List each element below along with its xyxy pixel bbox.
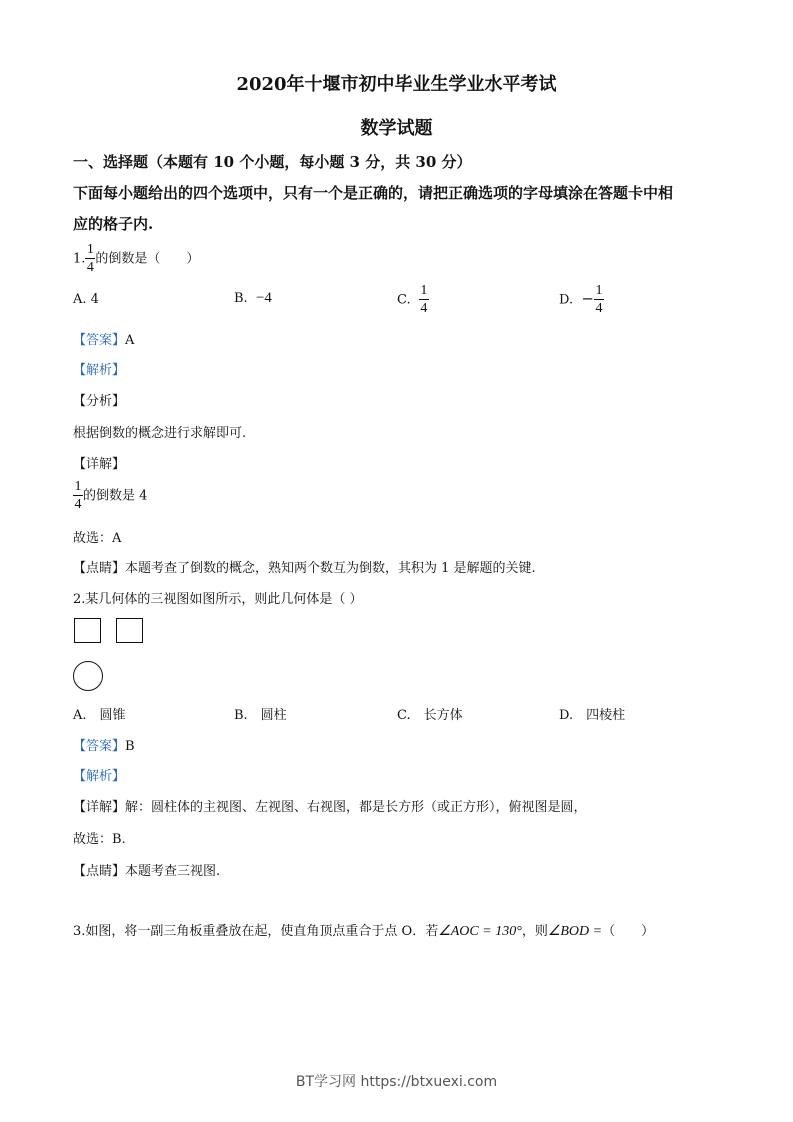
question-2-answer: 【答案】B bbox=[73, 739, 135, 754]
section-heading: 一、选择题（本题有 10 个小题，每小题 3 分，共 30 分） bbox=[73, 153, 472, 171]
question-1-stem bbox=[73, 242, 199, 276]
question-2-stem: 2.某几何体的三视图如图所示，则此几何体是（ ） bbox=[73, 592, 363, 607]
question-1-choice: 故选：A bbox=[73, 531, 122, 546]
question-2-choice: 故选：B. bbox=[73, 832, 126, 847]
question-2-option-b: B. 圆柱 bbox=[234, 708, 287, 723]
question-1-xiangjie-tag: 【详解】 bbox=[73, 457, 126, 472]
question-1-analysis-tag: 【解析】 bbox=[73, 363, 126, 378]
exam-title: 2020年十堰市初中毕业生学业水平考试 bbox=[236, 74, 557, 95]
question-1-dianjing: 【点睛】本题考查了倒数的概念，熟知两个数互为倒数，其积为 1 是解题的关键. bbox=[73, 561, 536, 576]
page-footer-watermark: BT学习网 https://btxuexi.com bbox=[295, 1074, 498, 1090]
question-1-fenxi-text: 根据倒数的概念进行求解即可. bbox=[73, 426, 247, 441]
section-instruction-2: 应的格子内. bbox=[73, 215, 154, 233]
top-view-circle bbox=[73, 661, 103, 691]
question-2-option-d: D. 四棱柱 bbox=[559, 708, 626, 723]
question-3-stem: 3.如图，将一副三角板重叠放在起，使直角顶点重合于点 O．若∠AOC = 130°，则∠BOD =（ ） bbox=[73, 924, 655, 939]
question-1-option-c: C. $\frac{1}{4}$ bbox=[397, 283, 428, 317]
question-1-answer: 【答案】A bbox=[73, 333, 135, 348]
question-1-fenxi-tag: 【分析】 bbox=[73, 394, 126, 409]
question-2-analysis-tag: 【解析】 bbox=[73, 769, 126, 784]
side-view-square bbox=[116, 618, 143, 643]
question-1-xiangjie-text: $\frac{1}{4}$ 的倒数是 4 bbox=[74, 479, 148, 513]
question-2-dianjing: 【点睛】本题考查三视图. bbox=[73, 864, 221, 879]
front-view-square bbox=[74, 618, 101, 643]
question-2-option-a: A. 圆锥 bbox=[73, 708, 126, 723]
exam-subtitle: 数学试题 bbox=[360, 118, 433, 139]
question-2-option-c: C. 长方体 bbox=[397, 708, 463, 723]
question-1-text: 的倒数是（ ） bbox=[95, 251, 200, 267]
question-1-number: 1. bbox=[73, 251, 86, 267]
question-1-option-d: D. − $\frac{1}{4}$ bbox=[559, 283, 603, 317]
section-instruction-1: 下面每小题给出的四个选项中，只有一个是正确的，请把正确选项的字母填涂在答题卡中相 bbox=[73, 184, 674, 202]
angle-aoc-expression: ∠AOC = 130° bbox=[438, 924, 522, 939]
question-2-xiangjie: 【详解】解：圆柱体的主视图、左视图、右视图，都是长方形（或正方形），俯视图是圆， bbox=[73, 800, 587, 815]
question-1-option-b: B. −4 bbox=[234, 290, 272, 306]
question-1-fraction: $\frac{1}{4}$ bbox=[86, 242, 94, 276]
question-1-option-a: A. 4 bbox=[73, 292, 99, 307]
angle-bod-expression: ∠BOD = bbox=[547, 924, 603, 939]
